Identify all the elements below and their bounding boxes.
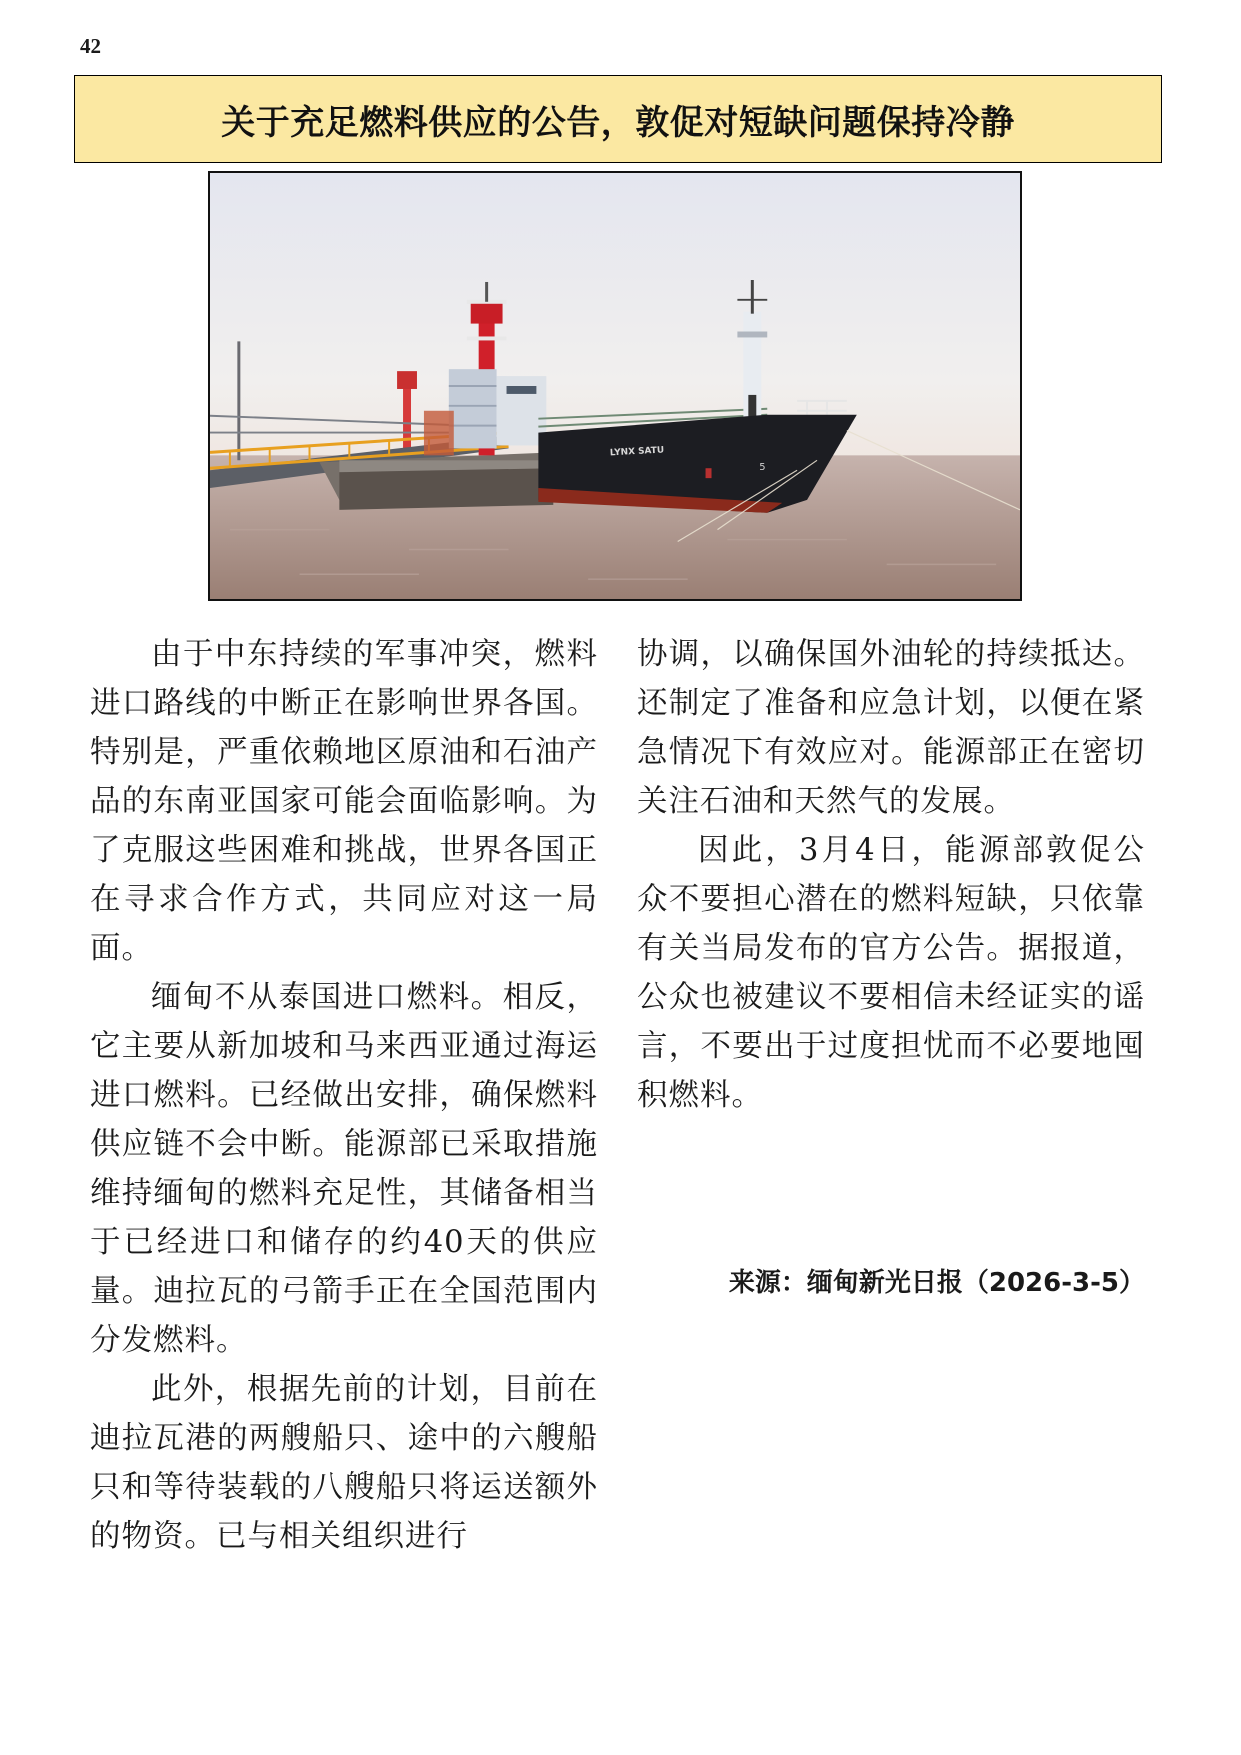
paragraph: 由于中东持续的军事冲突，燃料进口路线的中断正在影响世界各国。特别是，严重依赖地区原油和石油产品的东南亚国家可能会面临影响。为了克服这些困难和挑战，世界各国正在寻求合作方式，共同应对这一局面。 [90,637,598,966]
paragraph: 此外，根据先前的计划，目前在迪拉瓦港的两艘船只、途中的六艘船只和等待装载的八艘船只将运送额外的物资。已与相关组织进行 [90,1372,598,1554]
article-column-left [90,630,598,1561]
source-citation: 来源：缅甸新光日报（2026-3-5） [728,1268,1145,1298]
page-number: 42 [80,34,101,58]
article-photo [208,171,1022,601]
paragraph-continued: 协调，以确保国外油轮的持续抵达。还制定了准备和应急计划，以便在紧急情况下有效应对。能源部正在密切关注石油和天然气的发展。 [637,637,1145,819]
headline: 关于充足燃料供应的公告，敦促对短缺问题保持冷静 [221,102,1015,143]
headline-box [74,75,1162,163]
jetty-platform [319,452,553,509]
paragraph: 因此，3月4日，能源部敦促公众不要担心潜在的燃料短缺，只依靠有关当局发布的官方公告。据报道，公众也被建议不要相信未经证实的谣言，不要出于过度担忧而不必要地囤积燃料。 [637,833,1145,1113]
sky [210,173,1020,470]
paragraph: 缅甸不从泰国进口燃料。相反，它主要从新加坡和马来西亚通过海运进口燃料。已经做出安排，确保燃料供应链不会中断。能源部已采取措施维持缅甸的燃料充足性，其储备相当于已经进口和储存的约40天的供应量。迪拉瓦的弓箭手正在全国范围内分发燃料。 [90,980,598,1358]
bow-mark: 5 [759,462,766,474]
ship-name-label: LYNX SATU [609,445,665,459]
tanker-at-jetty-illustration [210,173,1020,599]
article-column-right [637,630,1145,1120]
